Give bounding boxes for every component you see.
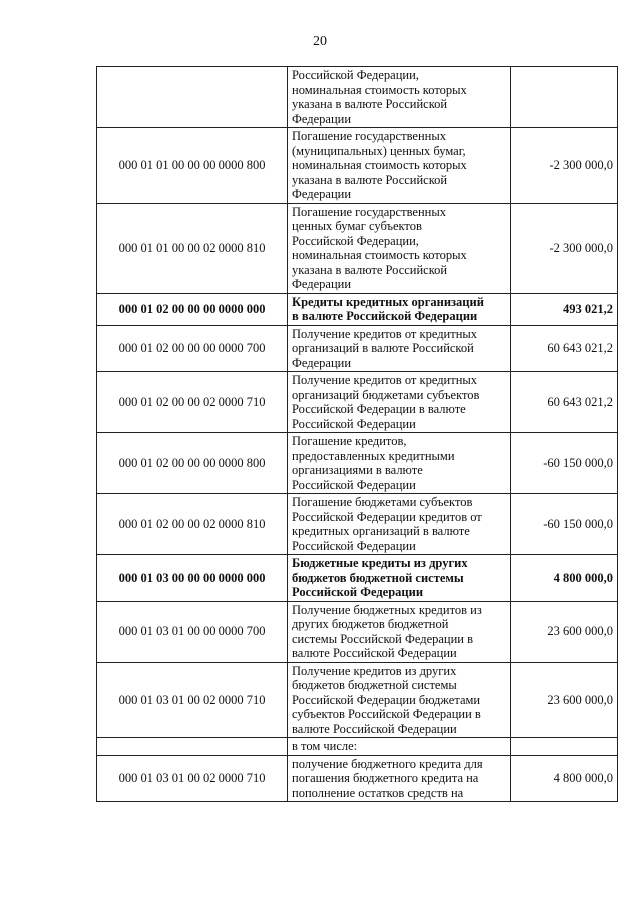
description-line: Российской Федерации в валюте xyxy=(292,402,466,416)
table-row xyxy=(97,494,618,555)
table-row xyxy=(97,203,618,293)
description-line: Получение бюджетных кредитов из xyxy=(292,602,482,617)
amount-cell: 23 600 000,0 xyxy=(511,601,618,662)
description-line: организациями в валюте xyxy=(292,463,423,477)
budget-code-cell: 000 01 03 00 00 00 0000 000 xyxy=(97,555,288,602)
description-line: Российской Федерации бюджетами xyxy=(292,692,481,707)
description-line: Федерации xyxy=(292,277,352,291)
table-row xyxy=(97,555,618,602)
table-row xyxy=(97,662,618,738)
budget-code-cell: 000 01 02 00 00 00 0000 800 xyxy=(97,433,288,494)
amount-cell: 60 643 021,2 xyxy=(511,325,618,372)
description-line: Российской Федерации xyxy=(292,416,416,431)
description-cell xyxy=(288,494,511,555)
amount-cell xyxy=(511,67,618,128)
description-line: Российской Федерации, xyxy=(292,233,419,248)
description-line: пополнение остатков средств на xyxy=(292,785,464,800)
description-line: системы Российской Федерации в xyxy=(292,631,474,646)
budget-code-cell: 000 01 01 00 00 00 0000 800 xyxy=(97,128,288,204)
description-line: Погашение кредитов, xyxy=(292,434,407,448)
budget-sources-table xyxy=(96,66,618,802)
description-line: организаций бюджетами субъектов xyxy=(292,387,480,402)
amount-cell: -60 150 000,0 xyxy=(511,433,618,494)
budget-code-cell: 000 01 03 01 00 02 0000 710 xyxy=(97,755,288,802)
description-line: ценных бумаг субъектов xyxy=(292,219,422,233)
description-cell xyxy=(288,755,511,802)
description-line: указана в валюте Российской xyxy=(292,172,448,187)
amount-cell: 493 021,2 xyxy=(511,293,618,325)
description-line: погашения бюджетного кредита на xyxy=(292,771,479,785)
amount-cell: 23 600 000,0 xyxy=(511,662,618,738)
description-line: организаций в валюте Российской xyxy=(292,341,474,355)
description-line: субъектов Российской Федерации в xyxy=(292,707,481,721)
description-line: в том числе: xyxy=(292,739,358,753)
description-line: указана в валюте Российской xyxy=(292,97,448,111)
description-line: других бюджетов бюджетной xyxy=(292,617,449,631)
description-line: номинальная стоимость которых xyxy=(292,158,467,172)
budget-code-cell: 000 01 03 01 00 02 0000 710 xyxy=(97,662,288,738)
description-line: указана в валюте Российской xyxy=(292,262,448,277)
description-cell xyxy=(288,372,511,433)
description-cell xyxy=(288,325,511,372)
page-number: 20 xyxy=(313,34,327,49)
description-cell xyxy=(288,601,511,662)
description-line: Российской Федерации xyxy=(292,585,424,599)
table-row xyxy=(97,128,618,204)
table-row xyxy=(97,738,618,756)
description-cell xyxy=(288,128,511,204)
table-row xyxy=(97,601,618,662)
description-line: Бюджетные кредиты из других xyxy=(292,556,468,570)
table-row xyxy=(97,755,618,802)
table-row xyxy=(97,372,618,433)
budget-code-cell: 000 01 02 00 00 02 0000 710 xyxy=(97,372,288,433)
description-cell xyxy=(288,67,511,128)
budget-code-cell: 000 01 02 00 00 00 0000 000 xyxy=(97,293,288,325)
description-line: Федерации xyxy=(292,187,352,201)
description-cell xyxy=(288,293,511,325)
description-line: Кредиты кредитных организаций xyxy=(292,294,484,309)
amount-cell: -60 150 000,0 xyxy=(511,494,618,555)
description-line: предоставленных кредитными xyxy=(292,448,455,463)
description-line: Погашение государственных xyxy=(292,129,446,143)
budget-code-cell xyxy=(97,738,288,756)
description-line: Получение кредитов из других xyxy=(292,663,457,678)
description-line: Получение кредитов от кредитных xyxy=(292,373,478,387)
budget-code-cell: 000 01 03 01 00 00 0000 700 xyxy=(97,601,288,662)
description-line: Федерации xyxy=(292,111,352,126)
description-line: номинальная стоимость которых xyxy=(292,248,467,262)
amount-cell xyxy=(511,738,618,756)
description-cell xyxy=(288,433,511,494)
amount-cell: 4 800 000,0 xyxy=(511,755,618,802)
amount-cell: 4 800 000,0 xyxy=(511,555,618,602)
description-line: получение бюджетного кредита для xyxy=(292,756,483,771)
description-cell xyxy=(288,203,511,293)
description-line: Российской Федерации кредитов от xyxy=(292,509,482,524)
description-line: бюджетов бюджетной системы xyxy=(292,678,457,692)
description-line: Российской Федерации xyxy=(292,477,416,492)
description-cell xyxy=(288,555,511,602)
budget-code-cell: 000 01 02 00 00 00 0000 700 xyxy=(97,325,288,372)
budget-code-cell: 000 01 01 00 00 02 0000 810 xyxy=(97,203,288,293)
table-body xyxy=(97,67,618,802)
description-line: Получение кредитов от кредитных xyxy=(292,326,478,341)
description-line: валюте Российской Федерации xyxy=(292,646,457,660)
budget-code-cell xyxy=(97,67,288,128)
amount-cell: -2 300 000,0 xyxy=(511,203,618,293)
table-row xyxy=(97,67,618,128)
description-cell xyxy=(288,738,511,756)
description-line: Федерации xyxy=(292,355,352,370)
description-line: кредитных организаций в валюте xyxy=(292,524,470,538)
description-line: Погашение бюджетами субъектов xyxy=(292,495,473,509)
description-line: в валюте Российской Федерации xyxy=(292,309,478,323)
table-row xyxy=(97,293,618,325)
description-line: Российской Федерации, xyxy=(292,68,419,82)
description-line: валюте Российской Федерации xyxy=(292,721,457,736)
budget-code-cell: 000 01 02 00 00 02 0000 810 xyxy=(97,494,288,555)
amount-cell: -2 300 000,0 xyxy=(511,128,618,204)
amount-cell: 60 643 021,2 xyxy=(511,372,618,433)
description-line: Погашение государственных xyxy=(292,204,446,219)
table-row xyxy=(97,325,618,372)
description-line: (муниципальных) ценных бумаг, xyxy=(292,143,466,158)
description-line: бюджетов бюджетной системы xyxy=(292,570,464,585)
description-line: Российской Федерации xyxy=(292,538,416,553)
description-cell xyxy=(288,662,511,738)
description-line: номинальная стоимость которых xyxy=(292,82,467,97)
table-row xyxy=(97,433,618,494)
